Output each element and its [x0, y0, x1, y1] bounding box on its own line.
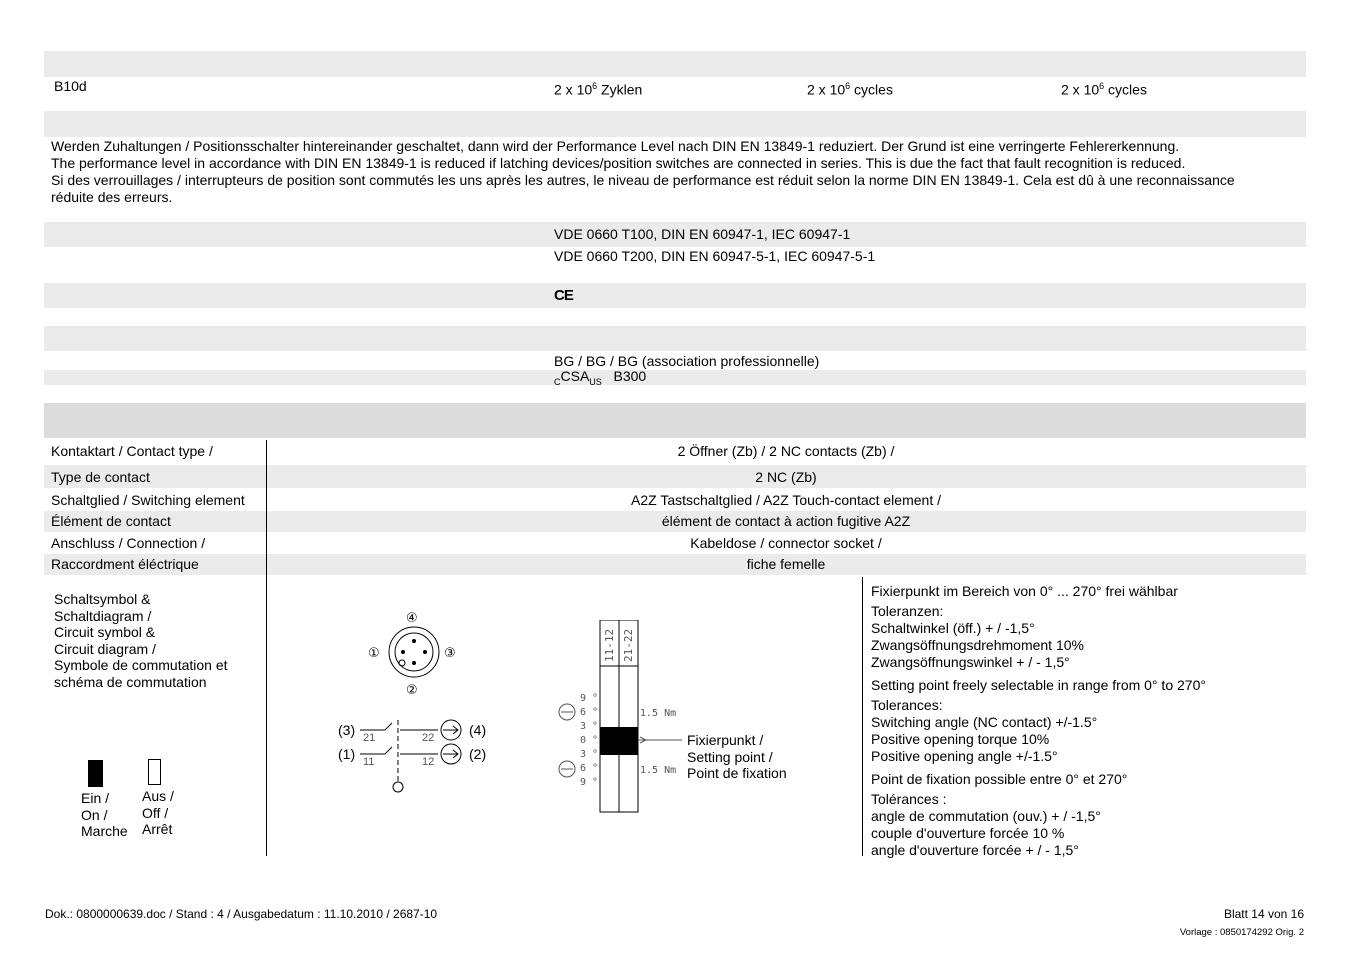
footer-page-number: Blatt 14 von 16 — [1223, 907, 1304, 921]
approval-bg: BG / BG / BG (association professionnelle) — [554, 353, 820, 369]
terminal-12: 12 — [422, 756, 435, 768]
pin-1-label: ① — [368, 646, 380, 661]
note-line-fr-cont: réduite des erreurs. — [51, 189, 173, 205]
terminal-11: 11 — [363, 756, 375, 768]
band-ce — [44, 283, 1306, 308]
notes-en: Setting point freely selectable in range from 0° to 270° Tolerances: Switching angle (NC contact) +/-1.5° Positive opening torque 10% Positive opening angle +/-1.5° — [871, 677, 1206, 764]
b10d-value-de: 2 x $10^6$ Zyklen — [554, 81, 643, 98]
contact-symbol-diagram — [330, 712, 500, 797]
off-label: Aus / Off / Arrêt — [142, 788, 174, 838]
standards-line-2: VDE 0660 T200, DIN EN 60947-5-1, IEC 60947-5-1 — [554, 248, 876, 264]
footer-document-info: Dok.: 0800000639.doc / Stand : 4 / Ausgabedatum : 11.10.2010 / 2687-10 — [45, 907, 438, 921]
notes-fr: Point de fixation possible entre 0° et 270° Tolérances : angle de commutation (ouv.) + / -1,5° couple d'ouverture forcée 10 % angle d'ouverture forcée + / - 1,5° — [871, 771, 1128, 858]
row-value-raccordement: fiche femelle — [746, 556, 826, 572]
angle-0: 0 ° — [580, 735, 599, 746]
b10d-value-en: 2 x $10^6$ cycles — [807, 81, 893, 98]
row-label-switching-element: Schaltglied / Switching element — [51, 492, 245, 508]
b10d-label: B10d — [54, 78, 87, 94]
row-value-contact-type: 2 Öffner (Zb) / 2 NC contacts (Zb) / — [677, 443, 895, 459]
band-b10d-header — [44, 51, 1306, 77]
angle-3-top: 3 ° — [580, 721, 599, 732]
row-value-connection: Kabeldose / connector socket / — [690, 535, 882, 551]
contact-1-label: (1) — [338, 746, 356, 762]
circuit-section-label: Schaltsymbol & Schaltdiagram / Circuit symbol & Circuit diagram / Symbole de commutation et schéma de commutation — [54, 591, 228, 690]
angle-6-bottom: 6 ° — [580, 763, 599, 774]
row-value-type-de-contact: 2 NC (Zb) — [755, 469, 817, 485]
table-divider-left — [266, 440, 267, 856]
header-21-22: 21-22 — [622, 628, 635, 662]
off-state-symbol — [148, 759, 161, 785]
contact-3-label: (3) — [338, 722, 356, 738]
angle-6-top: 6 ° — [580, 707, 599, 718]
band-contact-header — [44, 403, 1306, 438]
terminal-21: 21 — [363, 732, 376, 744]
header-11-12: 11-12 — [603, 628, 616, 662]
standards-line-1: VDE 0660 T100, DIN EN 60947-1, IEC 60947-1 — [554, 226, 851, 242]
angle-9-top: 9 ° — [580, 693, 599, 704]
row-label-type-de-contact: Type de contact — [51, 469, 150, 485]
row-value-element-de-contact: élément de contact à action fugitive A2Z — [661, 513, 911, 529]
note-line-en: The performance level in accordance with DIN EN 13849-1 is reduced if latching devices/position switches are connected in series. This is due the fact that fault recognition is reduced. — [51, 155, 1186, 171]
switching-angle-diagram — [550, 620, 700, 820]
ce-mark-icon: CE — [554, 287, 573, 304]
contact-4-label: (4) — [469, 722, 487, 738]
table-divider-right — [862, 577, 863, 856]
notes-de: Fixierpunkt im Bereich von 0° ... 270° frei wählbar Toleranzen: Schaltwinkel (öff.) + / -1,5° Zwangsöffnungsdrehmoment 10% Zwangsöffnungswinkel + / - 1,5° — [871, 583, 1178, 670]
series-connection-note — [51, 138, 1291, 206]
contact-2-label: (2) — [469, 746, 487, 762]
fix-point-label: Fixierpunkt / Setting point / Point de fixation — [687, 732, 787, 782]
note-line-de: Werden Zuhaltungen / Positionsschalter hintereinander geschaltet, dann wird der Performance Level nach DIN EN 13849-1 reduziert. Der Grund ist eine verringerte Fehlererkennung. — [51, 138, 1180, 154]
band-approvals-header — [44, 326, 1306, 351]
band-note-header — [44, 111, 1306, 137]
row-label-element-de-contact: Élément de contact — [51, 513, 171, 529]
pin-3-label: ③ — [444, 646, 456, 661]
angle-3-bottom: 3 ° — [580, 749, 599, 760]
row-label-connection: Anschluss / Connection / — [51, 535, 206, 551]
torque-top-label: 1.5 Nm — [640, 708, 677, 719]
pin-4-label: ④ — [406, 611, 418, 626]
row-value-switching-element: A2Z Tastschaltglied / A2Z Touch-contact element / — [631, 492, 941, 508]
on-state-symbol — [88, 760, 103, 787]
footer-template: Vorlage : 0850174292 Orig. 2 — [1179, 927, 1304, 938]
band-csa — [44, 370, 1306, 385]
pin-2-label: ② — [406, 683, 418, 698]
b10d-value-fr: 2 x $10^6$ cycles — [1061, 81, 1147, 98]
row-label-raccordement: Raccordment éléctrique — [51, 556, 199, 572]
terminal-22: 22 — [422, 732, 435, 744]
torque-bottom-label: 1.5 Nm — [640, 765, 677, 776]
approval-csa: $_CCSA_{US}$ B300 — [554, 368, 647, 387]
row-label-contact-type: Kontaktart / Contact type / — [51, 443, 213, 459]
note-line-fr: Si des verrouillages / interrupteurs de position sont commutés les uns après les autres, le niveau de performance est réduit selon la norme DIN EN 13849-1. Cela est dû à une reconnaissance — [51, 172, 1235, 188]
on-label: Ein / On / Marche — [81, 790, 128, 840]
angle-9-bottom: 9 ° — [580, 777, 599, 788]
connector-pin-diagram — [360, 600, 470, 700]
